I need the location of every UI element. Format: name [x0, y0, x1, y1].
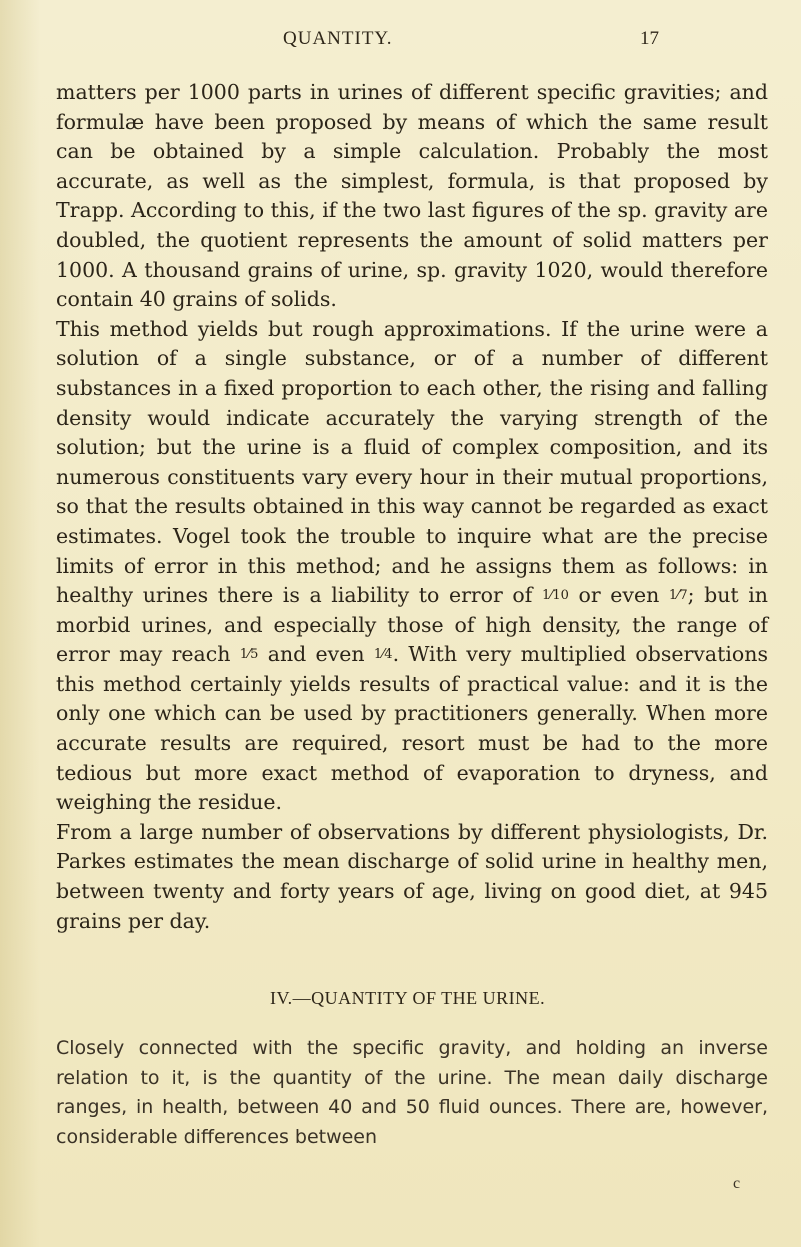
fraction-one-fourth: 1⁄4 — [373, 647, 393, 663]
paragraph-2-part-2: or even — [578, 583, 660, 608]
paragraph-2-part-5: . With very multiplied observations this method certainly yields results of practical value: and it is the only one which can be used by practitioners generally. When more accurate results are required, resort must be had to the more tedious but more exact method of evaporation to dryness, and weighing the residue. — [56, 642, 768, 815]
paragraph-2-part-3: ; but in morbid urines, and especially those of high density, the range of error may reach — [56, 583, 769, 667]
fraction-one-fifth: 1⁄5 — [239, 647, 259, 663]
section-text: Closely connected with the specific gravity, and holding an inverse relation to it, is the quantity of the urine. The mean daily discharge ranges, in health, between 40 and 50 fluid ounces. There are, however, considerable differences between — [56, 1037, 768, 1148]
paragraph-2-part-4: and even — [267, 642, 365, 667]
signature-mark: c — [733, 1175, 741, 1192]
body-text — [56, 78, 768, 936]
page-number: 17 — [640, 28, 659, 49]
paragraph-2 — [56, 315, 768, 818]
paragraph-3-text: From a large number of observations by different physiologists, Dr. Parkes estimates the mean discharge of solid urine in healthy men, between twenty and forty years of age, living on good diet, at 945 grains per day. — [56, 819, 768, 933]
paragraph-1: matters per 1000 parts in urines of different specific gravities; and formulæ have been proposed by means of which the same result can be obtained by a simple calculation. Probably the most accurate, as well as the simplest, formula, is that proposed by Trapp. According to this, if the two last figures of the sp. gravity are doubled, the quotient represents the amount of solid matters per 1000. A thousand grains of urine, sp. gravity 1020, would therefore contain 40 grains of solids. — [56, 80, 768, 312]
fraction-one-seventh: 1⁄7 — [668, 588, 688, 604]
running-title: QUANTITY. — [283, 28, 393, 49]
section-heading: IV.—QUANTITY OF THE URINE. — [270, 988, 546, 1008]
paragraph-2-part-1: This method yields but rough approximations. If the urine were a solution of a single substance, or of a number of different substances in a fixed proportion to each other, the rising and falling density would indicate accurately the varying strength of the solution; but the urine is a fluid of complex composition, and its numerous constituents vary every hour in their mutual proportions, so that the results obtained in this way cannot be regarded as exact estimates. Vogel took the trouble to inquire what are the precise limits of error in this method; and he assigns them as follows: in healthy urines there is a liability to error of — [56, 316, 768, 608]
paragraph-3 — [56, 818, 768, 936]
fraction-one-tenth: 1⁄10 — [541, 588, 569, 604]
